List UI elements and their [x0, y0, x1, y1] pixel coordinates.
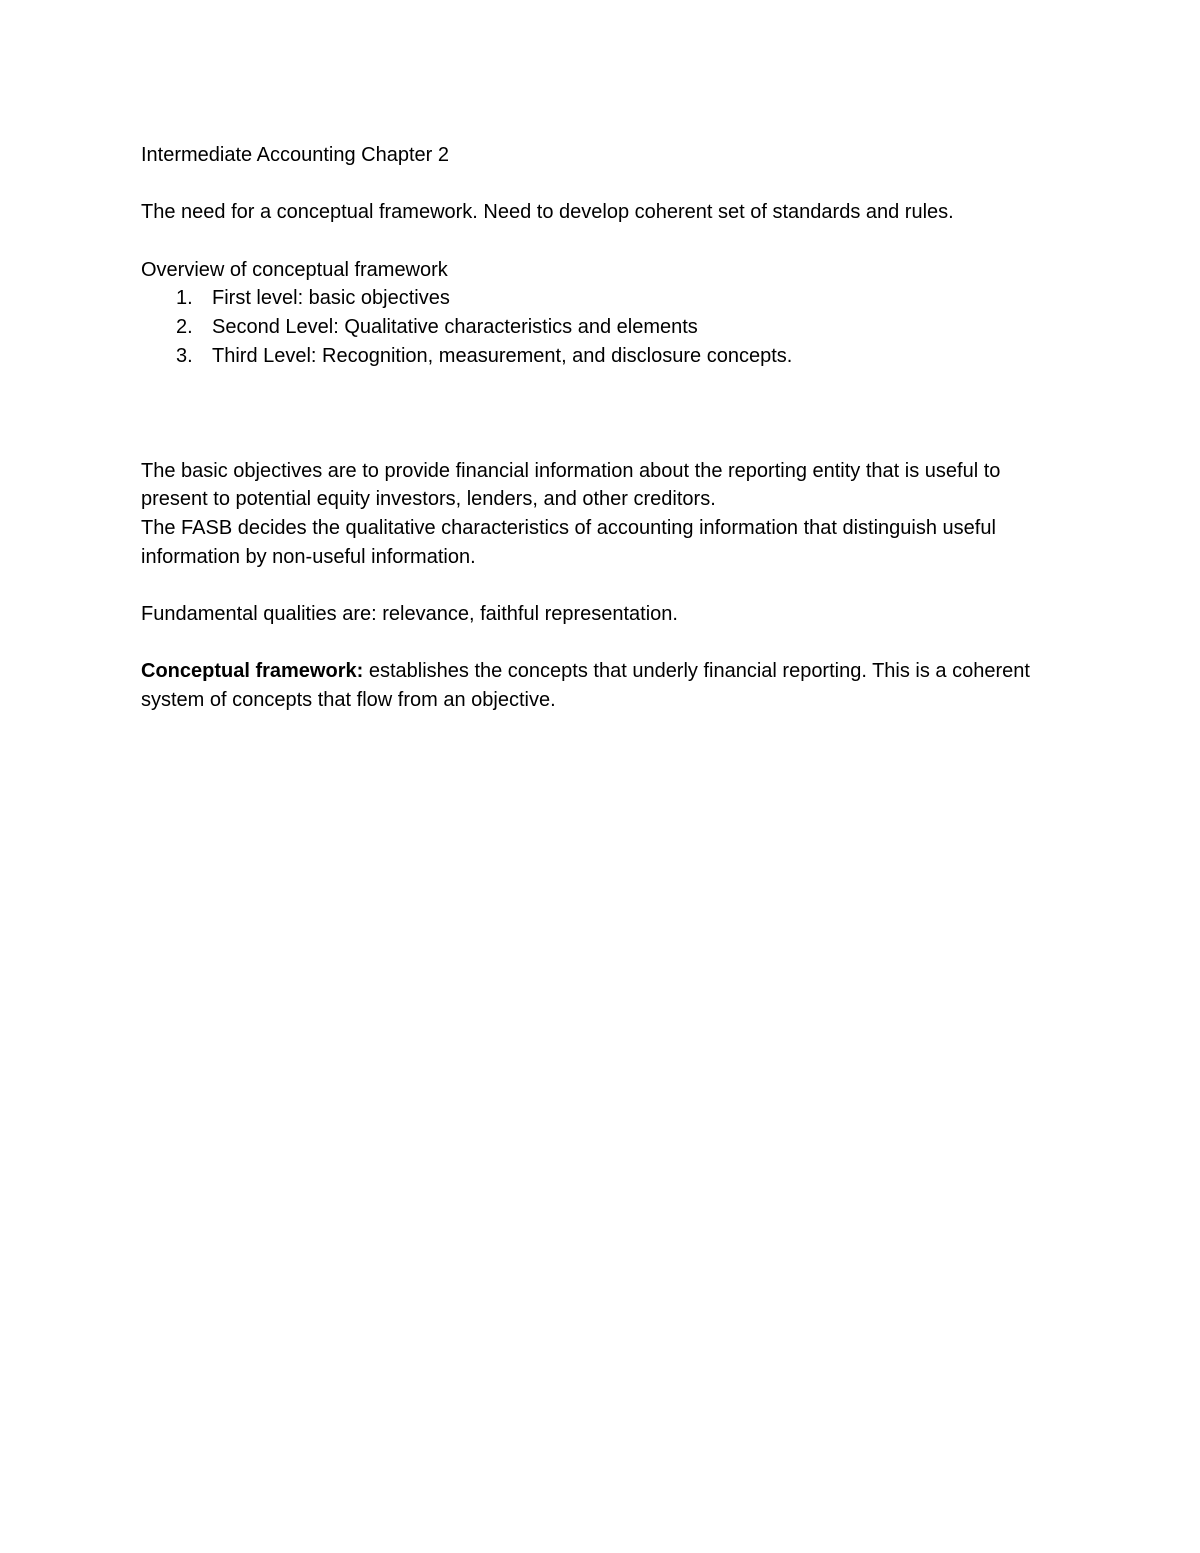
- overview-heading: Overview of conceptual framework: [141, 258, 448, 281]
- list-item-text: First level: basic objectives: [212, 287, 450, 310]
- objectives-paragraph: The basic objectives are to provide financial information about the reporting entity that is useful to present to potential equity investors, lenders, and other creditors.: [141, 459, 1001, 511]
- framework-levels-list: [141, 284, 1071, 370]
- document-title: Intermediate Accounting Chapter 2: [141, 144, 449, 166]
- intro-paragraph: The need for a conceptual framework. Need to develop coherent set of standards and rules.: [141, 201, 954, 224]
- list-item-number: 2.: [176, 316, 193, 339]
- list-item: [141, 284, 1071, 313]
- definition-term: Conceptual framework:: [141, 660, 364, 683]
- fundamental-qualities-paragraph: Fundamental qualities are: relevance, faithful representation.: [141, 603, 678, 626]
- definition-text: establishes the concepts that underly financial reporting. This is a coherent system of concepts that flow from an objective.: [141, 660, 1030, 712]
- list-item-number: 1.: [176, 287, 193, 310]
- list-item: [141, 313, 1071, 342]
- list-item-text: Second Level: Qualitative characteristics and elements: [212, 316, 698, 339]
- document-page: [141, 141, 1071, 715]
- list-item-text: Third Level: Recognition, measurement, and disclosure concepts.: [212, 344, 793, 367]
- list-item: [141, 342, 1071, 371]
- definition-paragraph: [141, 657, 1071, 714]
- list-item-number: 3.: [176, 344, 193, 367]
- fasb-paragraph: The FASB decides the qualitative characteristics of accounting information that distinguish useful information by non-useful information.: [141, 517, 996, 568]
